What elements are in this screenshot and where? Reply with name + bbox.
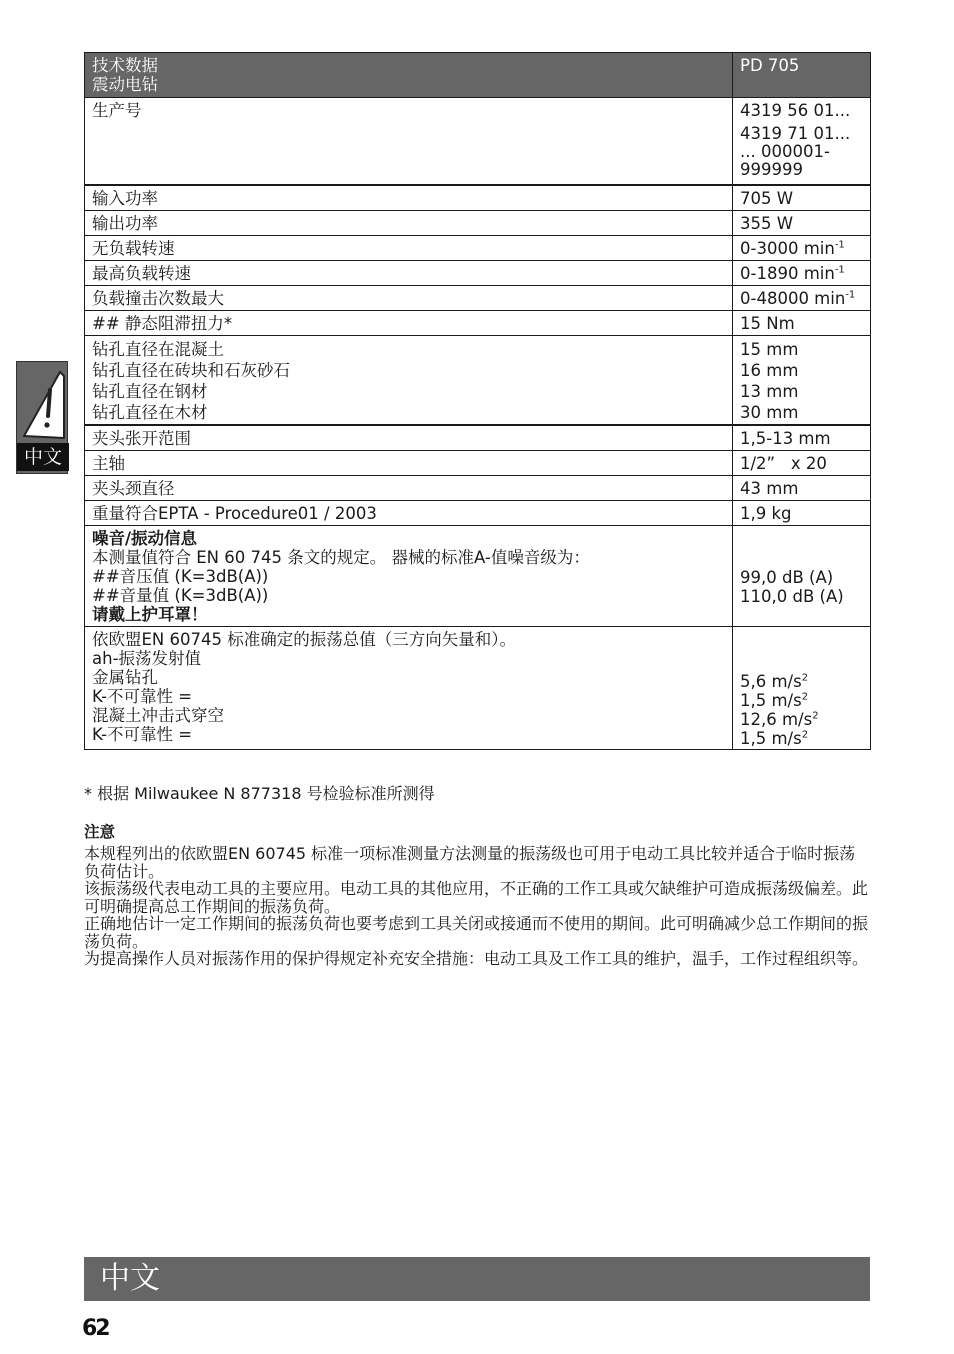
notes-heading: 注意 (84, 823, 116, 841)
noise-info (85, 526, 733, 627)
row-value: 1/2” x 20 (733, 451, 871, 476)
table-header-label (85, 53, 733, 98)
noise-pressure-value: 99,0 dB (A) (740, 568, 834, 587)
table-row (85, 286, 871, 311)
row-label: 主轴 (85, 451, 733, 476)
warning-icon (20, 366, 66, 444)
part-number-1: 4319 56 01... (740, 101, 851, 120)
row-value: 1,9 kg (733, 501, 871, 526)
table-row (85, 236, 871, 261)
row-value: 15 Nm (733, 311, 871, 336)
row-value: 1,5-13 mm (733, 425, 871, 451)
row-value (733, 236, 871, 261)
table-row (85, 185, 871, 211)
row-label: ## 静态阻滞扭力* (85, 311, 733, 336)
speed-value: 0-1890 min (740, 264, 835, 283)
table-row (85, 336, 871, 426)
drill-value: 16 mm (740, 361, 799, 380)
noise-power-value: 110,0 dB (A) (740, 587, 844, 606)
unit-exponent: -1 (834, 239, 845, 251)
page-number: 62 (82, 1316, 109, 1341)
language-side-tab (16, 361, 68, 474)
table-row (85, 261, 871, 286)
row-value: 43 mm (733, 476, 871, 501)
metal-drilling-label: 金属钻孔 (92, 668, 158, 687)
drill-values (733, 336, 871, 426)
drill-label: 钻孔直径在混凝土 (92, 340, 224, 359)
table-row (85, 476, 871, 501)
row-label: 输出功率 (85, 211, 733, 236)
unit-exponent: -1 (834, 264, 845, 276)
note-paragraph: 该振荡级代表电动工具的主要应用。电动工具的其他应用，不正确的工作工具或欠缺维护可造成振荡级偏差。此可明确提高总工作期间的振荡负荷。 (84, 879, 869, 916)
header-subtitle: 震动电钻 (92, 75, 158, 94)
vibration-info (85, 627, 733, 750)
vibration-value: 1,5 $m/s^2$ (740, 729, 809, 748)
row-label: 负载撞击次数最大 (85, 286, 733, 311)
noise-text: 本测量值符合 EN 60 745 条文的规定。 器械的标准A-值噪音级为： (92, 548, 590, 567)
ear-protection-warning: 请戴上护耳罩！ (92, 605, 208, 624)
drill-label: 钻孔直径在砖块和石灰砂石 (92, 361, 290, 380)
row-value (733, 261, 871, 286)
tech-data-table (84, 52, 871, 750)
footer-language-label: 中文 (100, 1261, 160, 1296)
part-number-label: 生产号 (85, 98, 733, 186)
table-row (85, 627, 871, 750)
vibration-value: 12,6 $m/s^2$ (740, 710, 819, 729)
footer-language-bar (84, 1257, 870, 1301)
row-label: 无负载转速 (85, 236, 733, 261)
footnote: * 根据 Milwaukee N 877318 号检验标准所测得 (84, 784, 435, 803)
vibration-emission-label: ah-振荡发射值 (92, 649, 202, 668)
uncertainty-label: K-不可靠性 = (92, 687, 193, 706)
vibration-values (733, 627, 871, 750)
part-number-4: 999999 (740, 160, 803, 179)
notes-body (84, 845, 870, 968)
drill-value: 30 mm (740, 403, 799, 422)
table-row (85, 311, 871, 336)
side-tab-label: 中文 (17, 443, 69, 471)
noise-heading: 噪音/振动信息 (92, 529, 198, 548)
table-header-row (85, 53, 871, 98)
table-row (85, 501, 871, 526)
note-paragraph: 正确地估计一定工作期间的振荡负荷也要考虑到工具关闭或接通而不使用的期间。此可明确减少总工作期间的振荡负荷。 (84, 914, 869, 951)
row-label: 最高负载转速 (85, 261, 733, 286)
table-row (85, 526, 871, 627)
row-value: 705 W (733, 185, 871, 211)
row-value: 355 W (733, 211, 871, 236)
speed-value: 0-3000 min (740, 239, 835, 258)
part-number-values (733, 98, 871, 186)
row-label: 夹头颈直径 (85, 476, 733, 501)
impact-value: 0-48000 min (740, 289, 846, 308)
table-row (85, 211, 871, 236)
note-paragraph: 为提高操作人员对振荡作用的保护得规定补充安全措施：电动工具及工作工具的维护，温手，工作过程组织等。 (84, 949, 869, 968)
drill-labels (85, 336, 733, 426)
noise-power-label: ##音量值 (K=3dB(A)) (92, 586, 269, 605)
vibration-value: 1,5 $m/s^2$ (740, 691, 809, 710)
header-title: 技术数据 (92, 56, 158, 75)
table-row (85, 425, 871, 451)
drill-label: 钻孔直径在钢材 (92, 382, 208, 401)
part-number-3: ... 000001- (740, 142, 830, 161)
uncertainty-label: K-不可靠性 = (92, 725, 193, 744)
unit-exponent: -1 (845, 289, 856, 301)
table-row (85, 98, 871, 186)
row-label: 夹头张开范围 (85, 425, 733, 451)
row-label: 重量符合EPTA - Procedure01 / 2003 (85, 501, 733, 526)
note-paragraph: 本规程列出的依欧盟EN 60745 标准一项标准测量方法测量的振荡级也可用于电动工具比较并适合于临时振荡负荷估计。 (84, 844, 856, 881)
part-number-2: 4319 71 01... (740, 124, 851, 143)
drill-value: 13 mm (740, 382, 799, 401)
row-value (733, 286, 871, 311)
drill-label: 钻孔直径在木材 (92, 403, 208, 422)
concrete-impact-label: 混凝土冲击式穿空 (92, 706, 224, 725)
noise-values (733, 526, 871, 627)
drill-value: 15 mm (740, 340, 799, 359)
model-name: PD 705 (733, 53, 871, 98)
noise-pressure-label: ##音压值 (K=3dB(A)) (92, 567, 269, 586)
table-row (85, 451, 871, 476)
row-label: 输入功率 (85, 185, 733, 211)
vibration-value: 5,6 $m/s^2$ (740, 672, 809, 691)
vibration-text: 依欧盟EN 60745 标准确定的振荡总值（三方向矢量和）。 (92, 630, 516, 649)
